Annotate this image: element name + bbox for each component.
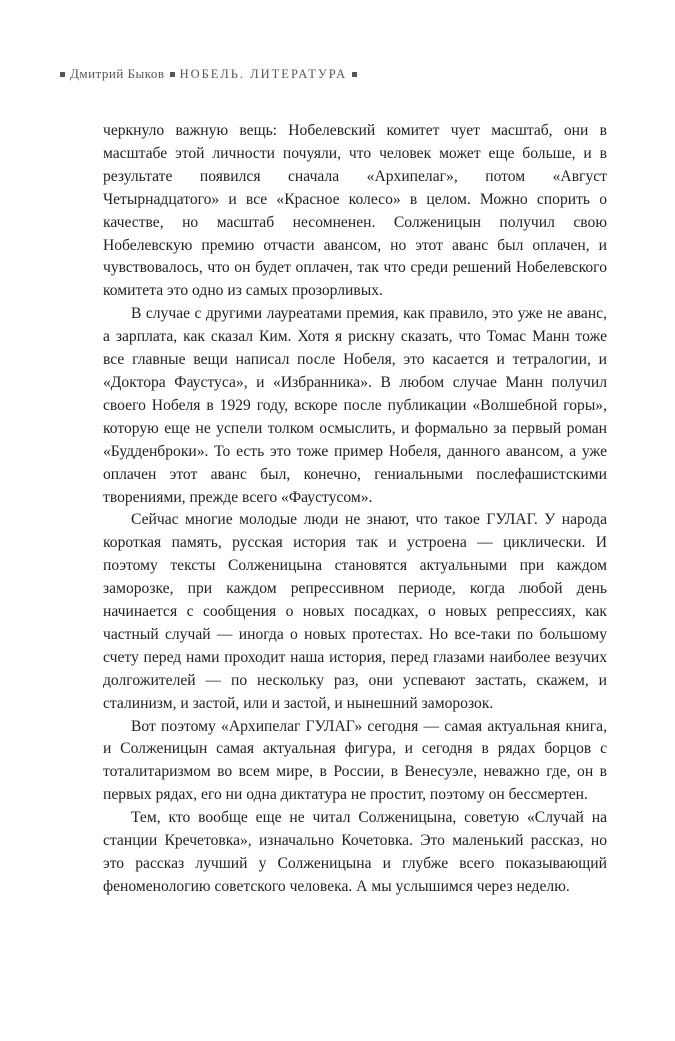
bullet-square-icon: [170, 72, 175, 77]
running-head: [60, 66, 362, 82]
bullet-square-icon: [352, 72, 357, 77]
paragraph: Сейчас многие молодые люди не знают, что такое ГУЛАГ. У народа короткая память, русская история так и устроена — циклически. И поэтому тексты Солженицына становятся актуальными при каждом заморозке, при каждом репрессивном периоде, когда любой день начинается с сообщения о новых посадках, о новых репрессиях, как частный случай — иногда о новых протестах. Но все-таки по большому счету перед нами проходит наша история, перед глазами наиболее везучих долгожителей — по нескольку раз, они успевают застать, скажем, и сталинизм, и застой, или и застой, и нынешний заморозок.: [103, 511, 607, 712]
body-text: [103, 120, 607, 899]
running-head-section: НОБЕЛЬ. ЛИТЕРАТУРА: [179, 67, 348, 81]
running-head-author: Дмитрий Быков: [70, 66, 165, 81]
paragraph: Вот поэтому «Архипелаг ГУЛАГ» сегодня — самая актуальная книга, и Солженицын самая актуальная фигура, и сегодня в рядах борцов с тоталитаризмом во всем мире, в России, в Венесуэле, неважно где, он в первых рядах, его ни одна диктатура не простит, поэтому он бессмертен.: [103, 717, 607, 804]
paragraph: В случае с другими лауреатами премия, как правило, это уже не аванс, а зарплата, как сказал Ким. Хотя я рискну сказать, что Томас Манн тоже все главные вещи написал после Нобеля, это касается и тетралогии, и «Доктора Фаустуса», и «Избранника». В любом случае Манн получил своего Нобеля в 1929 году, вскоре после публикации «Волшебной горы», которую еще не успели толком осмыслить, и формально за первый роман «Будденброки». То есть это тоже пример Нобеля, данного авансом, а уже оплачен этот аванс был, конечно, гениальными послефашистскими творениями, прежде всего «Фаустусом».: [103, 305, 607, 506]
bullet-square-icon: [60, 72, 65, 77]
paragraph: черкнуло важную вещь: Нобелевский комитет чует масштаб, они в масштабе этой личности почуяли, что человек может еще больше, и в результате появился сначала «Архипелаг», потом «Август Четырнадцатого» и все «Красное колесо» в целом. Можно спорить о качестве, но масштаб несомненен. Солженицын получил свою Нобелевскую премию отчасти авансом, но этот аванс был оплачен, и чувствовалось, что он будет оплачен, так что среди решений Нобелевского комитета это одно из самых прозорливых.: [103, 122, 607, 300]
paragraph: Тем, кто вообще еще не читал Солженицына, советую «Случай на станции Кречетовка», изначально Кочетовка. Это маленький рассказ, но это рассказ лучший у Солженицына и глубже всего показывающий феноменологию советского человека. А мы услышимся через неделю.: [103, 809, 607, 895]
